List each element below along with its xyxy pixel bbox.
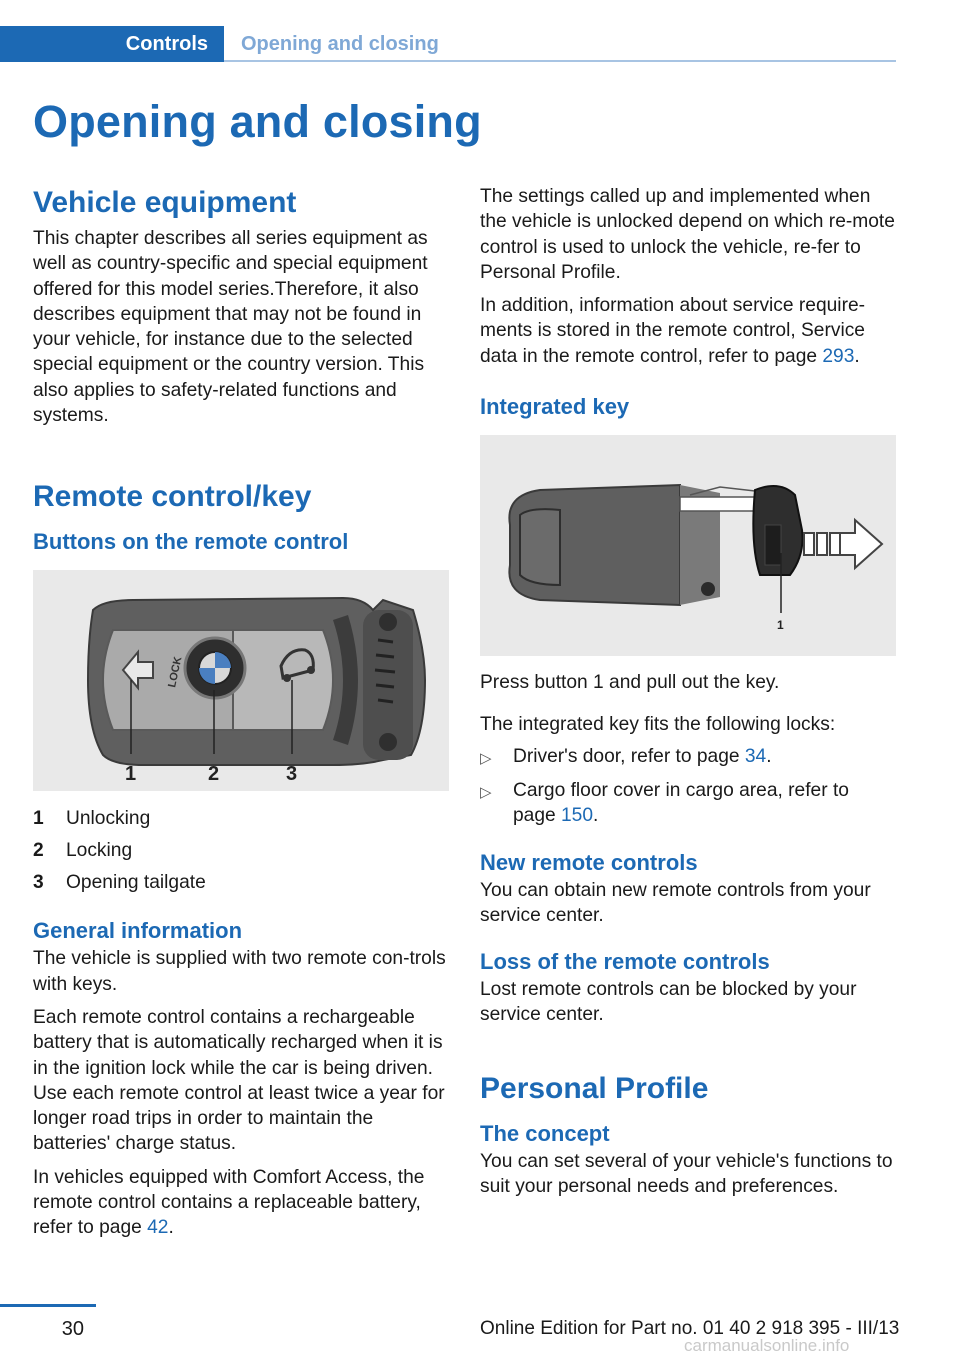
remote-control-figure [33, 570, 449, 791]
new-remote-text: You can obtain new remote controls from your service center. [480, 879, 871, 926]
figure-callout-3: 3 [286, 763, 298, 786]
page-link-150[interactable]: 150 [561, 805, 594, 827]
page-link-34[interactable]: 34 [744, 745, 767, 767]
heading-the-concept: The concept [480, 1120, 610, 1146]
integrated-key-locks: The integrated key fits the following locks: [480, 714, 836, 736]
legend-item [33, 867, 449, 899]
heading-general-information: General information [33, 918, 243, 944]
legend-label: Opening tailgate [66, 872, 206, 894]
legend-item [33, 835, 449, 867]
triangle-bullet-icon: ▷ [480, 783, 492, 801]
header-rule [224, 60, 896, 62]
left-column [33, 184, 449, 1241]
footer-rule [0, 1304, 96, 1307]
legend-number: 3 [33, 872, 44, 894]
service-data-text: In addition, information about service require‐ments is stored in the remote control, Service data in the remote control, refer to page 293. [480, 295, 866, 367]
integrated-key-illustration [480, 435, 896, 656]
watermark: carmanualsonline.info [684, 1336, 850, 1355]
remote-control-illustration [33, 570, 449, 791]
header-subsection[interactable]: Opening and closing [241, 33, 439, 55]
legend-number: 1 [33, 808, 44, 830]
list-item: ▷ Driver's door, refer to page 34. [480, 744, 896, 771]
general-info-text-3: In vehicles equipped with Comfort Access, the remote control contains a replaceable battery, refer to page 42. [33, 1166, 425, 1239]
heading-loss-remote-controls: Loss of the remote controls [480, 949, 770, 975]
vehicle-equipment-text: This chapter describes all series equipment as well as country-specific and special equipment offered for this model series.Therefore, it also describes equipment that may not be found in your vehicle, for instance due to the selected special equipment or the country version. This also applies to safety-related functions and systems. [33, 228, 428, 427]
remote-buttons-legend [33, 803, 449, 899]
heading-integrated-key: Integrated key [480, 394, 630, 420]
heading-buttons-remote: Buttons on the remote control [33, 529, 349, 555]
footer-edition: Online Edition for Part no. 01 40 2 918 395 - III/13 [480, 1318, 900, 1339]
right-column [480, 184, 896, 1199]
heading-remote-control: Remote control/key [33, 480, 312, 514]
settings-text: The settings called up and implemented when the vehicle is unlocked depend on which re‐mote control is used to unlock the vehicle, re‐fer to Personal Profile. [480, 186, 895, 283]
legend-label: Locking [66, 840, 133, 862]
legend-label: Unlocking [66, 808, 151, 830]
page-title: Opening and closing [33, 96, 482, 147]
figure-callout-1: 1 [125, 763, 137, 786]
figure-callout-key: 1 [777, 618, 784, 633]
loss-remote-text: Lost remote controls can be blocked by your service center. [480, 979, 857, 1026]
triangle-bullet-icon: ▷ [480, 749, 492, 767]
general-info-text-2: Each remote control contains a rechargeable battery that is automatically recharged when it is in the ignition lock while the car is being driven. Use each remote control at least twice a year for longer road trips in order to maintain the batteries' charge status. [33, 1006, 445, 1155]
general-info-text-1: The vehicle is supplied with two remote con‐trols with keys. [33, 948, 446, 995]
heading-new-remote-controls: New remote controls [480, 849, 698, 875]
locks-list [480, 744, 896, 829]
heading-vehicle-equipment: Vehicle equipment [33, 186, 297, 219]
header-section-tab[interactable]: Controls [0, 26, 224, 62]
integrated-key-instruction: Press button 1 and pull out the key. [480, 672, 780, 694]
concept-text: You can set several of your vehicle's functions to suit your personal needs and preferences. [480, 1150, 893, 1198]
lock-label: LOCK [166, 656, 185, 689]
legend-number: 2 [33, 840, 44, 862]
legend-item [33, 803, 449, 835]
page-number: 30 [61, 1318, 84, 1340]
page-link-42[interactable]: 42 [147, 1217, 169, 1239]
figure-callout-2: 2 [208, 763, 220, 786]
page-link-293[interactable]: 293 [822, 345, 855, 367]
heading-personal-profile: Personal Profile [480, 1071, 709, 1105]
list-item: ▷ Cargo floor cover in cargo area, refer to page 150. [480, 778, 896, 829]
integrated-key-figure [480, 435, 896, 656]
